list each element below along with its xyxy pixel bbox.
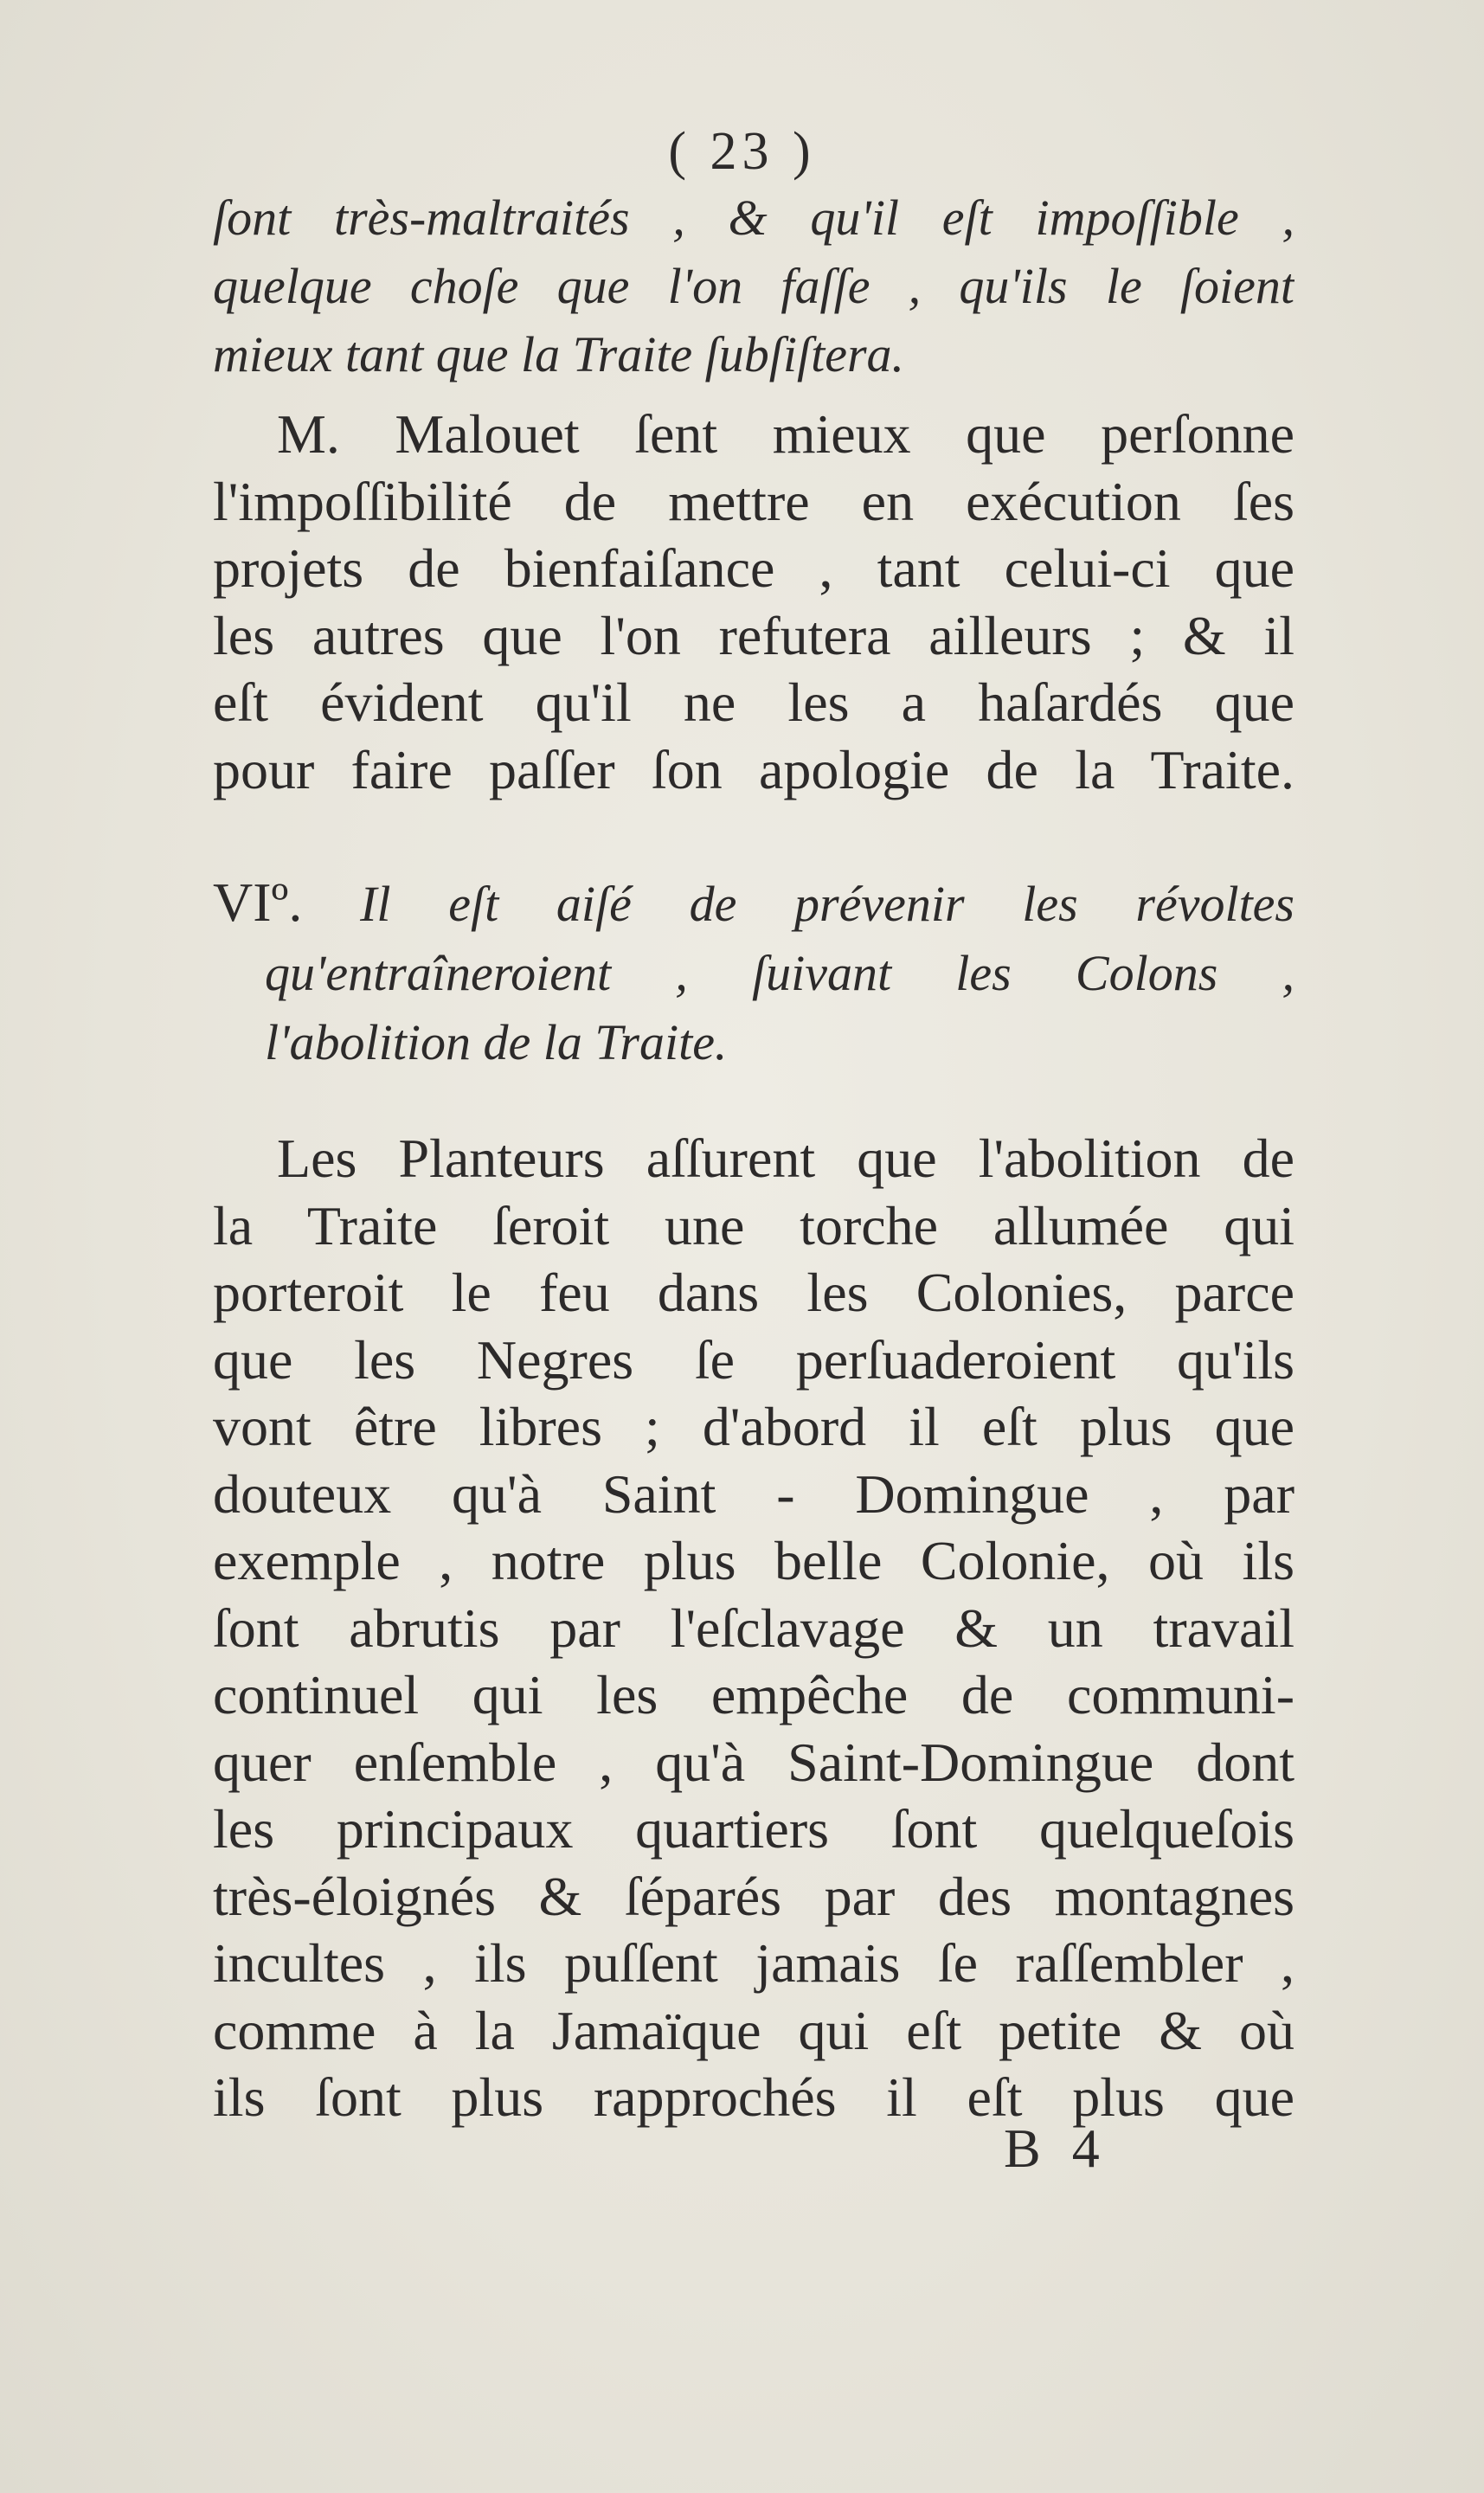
text-line: les principaux quartiers ſont quelqueſois [213,1798,1294,1860]
paragraph-planteurs [213,1125,1294,2131]
heading-text: Il eſt aiſé de prévenir les révoltes [360,876,1294,932]
heading-line [213,868,1294,939]
text-line: continuel qui les empêche de communi- [213,1664,1294,1725]
text-line: ils ſont plus rapprochés il eſt plus que [213,2066,1294,2128]
section-heading [213,868,1294,1077]
text-line: ſont abrutis par l'eſclavage & un travail [213,1597,1294,1659]
text-line: pour faire paſſer ſon apologie de la Traite. [213,738,1294,800]
text-line: que les Negres ſe perſuaderoient qu'ils [213,1328,1294,1391]
page-number: ( 23 ) [668,122,816,181]
text-line: eſt évident qu'il ne les a haſardés que [213,671,1294,733]
text-line: douteux qu'à Saint - Domingue , par [213,1462,1294,1525]
text-line: l'impoſſibilité de mettre en exécution ſes [213,470,1294,532]
text-line: comme à la Jamaïque qui eſt petite & où [213,1999,1294,2061]
text-line: M. Malouet ſent mieux que perſonne [277,403,1294,465]
heading-line: l'abolition de la Traite. [265,1014,728,1070]
text-line: la Traite ſeroit une torche allumée qui [213,1194,1294,1256]
signature-mark: B 4 [1004,2117,1108,2179]
text-line: exemple , notre plus belle Colonie, où ils [213,1530,1294,1591]
text-line: projets de bienfaiſance , tant celui-ci que [213,537,1294,599]
text-line: quelque choſe que l'on faſſe , qu'ils le ſoient [213,258,1294,314]
text-line: Les Planteurs aſſurent que l'abolition de [277,1128,1294,1189]
text-line: quer enſemble , qu'à Saint-Domingue dont [213,1731,1294,1793]
section-number: VIº. [213,871,303,933]
text-line: très-éloignés & ſéparés par des montagnes [213,1865,1294,1927]
carryover-text [213,183,1294,389]
heading-line: qu'entraîneroient , ſuivant les Colons , [265,945,1294,1001]
text-line: mieux tant que la Traite ſubſiſtera. [213,326,905,382]
text-line: incultes , ils puſſent jamais ſe raſſembler , [213,1932,1294,1994]
text-line: ſont très-maltraités , & qu'il eſt impoſſible , [213,190,1294,246]
paragraph-malouet [213,401,1294,803]
text-line: les autres que l'on refutera ailleurs ; & il [213,604,1294,666]
text-line: porteroit le feu dans les Colonies, parce [213,1262,1294,1323]
text-line: vont être libres ; d'abord il eſt plus que [213,1396,1294,1457]
